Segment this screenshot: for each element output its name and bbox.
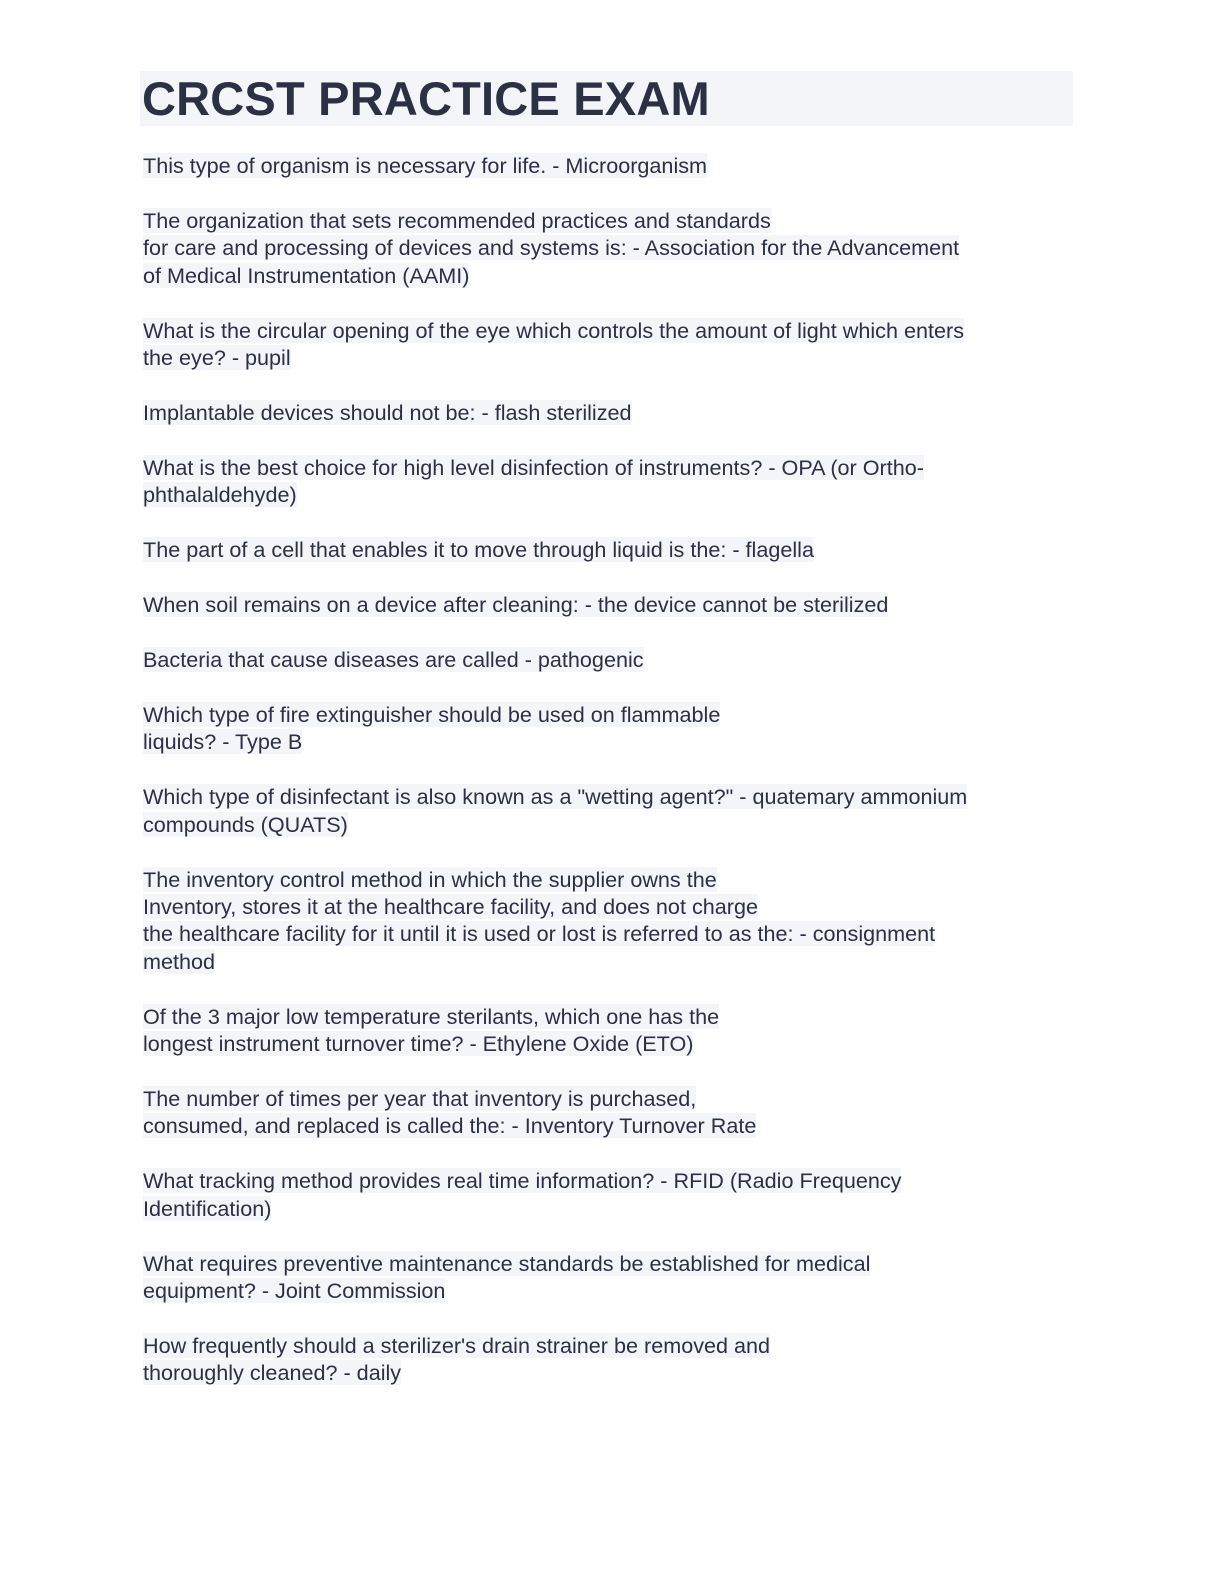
qa-item-3 — [143, 317, 1063, 372]
qa-item-1 — [143, 152, 1063, 179]
qa-item-7 — [143, 591, 1063, 618]
qa-item-13 — [143, 1085, 1063, 1140]
qa-item-9 — [143, 701, 1063, 756]
qa-line: The inventory control method in which the supplier owns the — [143, 866, 717, 892]
qa-line: consumed, and replaced is called the: - Inventory Turnover Rate — [143, 1113, 757, 1139]
qa-item-5 — [143, 454, 1063, 509]
qa-line: longest instrument turnover time? - Ethylene Oxide (ETO) — [143, 1031, 694, 1057]
qa-item-2 — [143, 207, 1063, 289]
qa-line: Which type of disinfectant is also known as a "wetting agent?" - quatemary ammonium — [143, 784, 968, 810]
qa-line: What is the circular opening of the eye which controls the amount of light which enters — [143, 317, 964, 343]
qa-line: The number of times per year that inventory is purchased, — [143, 1085, 697, 1111]
qa-line: Identification) — [143, 1195, 272, 1221]
qa-line: Implantable devices should not be: - flash sterilized — [143, 399, 632, 425]
qa-item-16 — [143, 1332, 1063, 1387]
qa-line: thoroughly cleaned? - daily — [143, 1360, 402, 1386]
qa-line: When soil remains on a device after cleaning: - the device cannot be sterilized — [143, 592, 889, 618]
qa-item-6 — [143, 536, 1063, 563]
page-title: CRCST PRACTICE EXAM — [142, 72, 710, 125]
qa-item-15 — [143, 1250, 1063, 1305]
qa-line: Inventory, stores it at the healthcare facility, and does not charge — [143, 893, 758, 919]
qa-line: What tracking method provides real time information? - RFID (Radio Frequency — [143, 1168, 902, 1194]
qa-line: equipment? - Joint Commission — [143, 1277, 446, 1303]
qa-item-4 — [143, 399, 1063, 426]
qa-line: The part of a cell that enables it to move through liquid is the: - flagella — [143, 537, 814, 563]
qa-line: the eye? - pupil — [143, 345, 291, 371]
qa-item-14 — [143, 1167, 1063, 1222]
qa-line: Bacteria that cause diseases are called - pathogenic — [143, 646, 644, 672]
qa-line: Which type of fire extinguisher should be used on flammable — [143, 701, 721, 727]
qa-line: liquids? - Type B — [143, 729, 303, 755]
qa-item-10 — [143, 783, 1063, 838]
qa-item-8 — [143, 646, 1063, 673]
qa-line: What requires preventive maintenance standards be established for medical — [143, 1250, 871, 1276]
qa-line: Of the 3 major low temperature sterilants, which one has the — [143, 1003, 720, 1029]
qa-line: method — [143, 948, 216, 974]
qa-line: of Medical Instrumentation (AAMI) — [143, 262, 470, 288]
qa-line: This type of organism is necessary for life. - Microorganism — [143, 153, 708, 178]
qa-line: What is the best choice for high level disinfection of instruments? - OPA (or Ortho- — [143, 454, 924, 480]
qa-line: for care and processing of devices and systems is: - Association for the Advancement — [143, 235, 960, 261]
qa-line: compounds (QUATS) — [143, 811, 348, 837]
qa-line: the healthcare facility for it until it is used or lost is referred to as the: - consignment — [143, 921, 936, 947]
qa-item-12 — [143, 1003, 1063, 1058]
qa-line: The organization that sets recommended practices and standards — [143, 207, 771, 233]
question-list — [143, 152, 1063, 1414]
qa-line: phthalaldehyde) — [143, 482, 297, 508]
qa-line: How frequently should a sterilizer's drain strainer be removed and — [143, 1332, 771, 1358]
qa-item-11 — [143, 866, 1063, 976]
